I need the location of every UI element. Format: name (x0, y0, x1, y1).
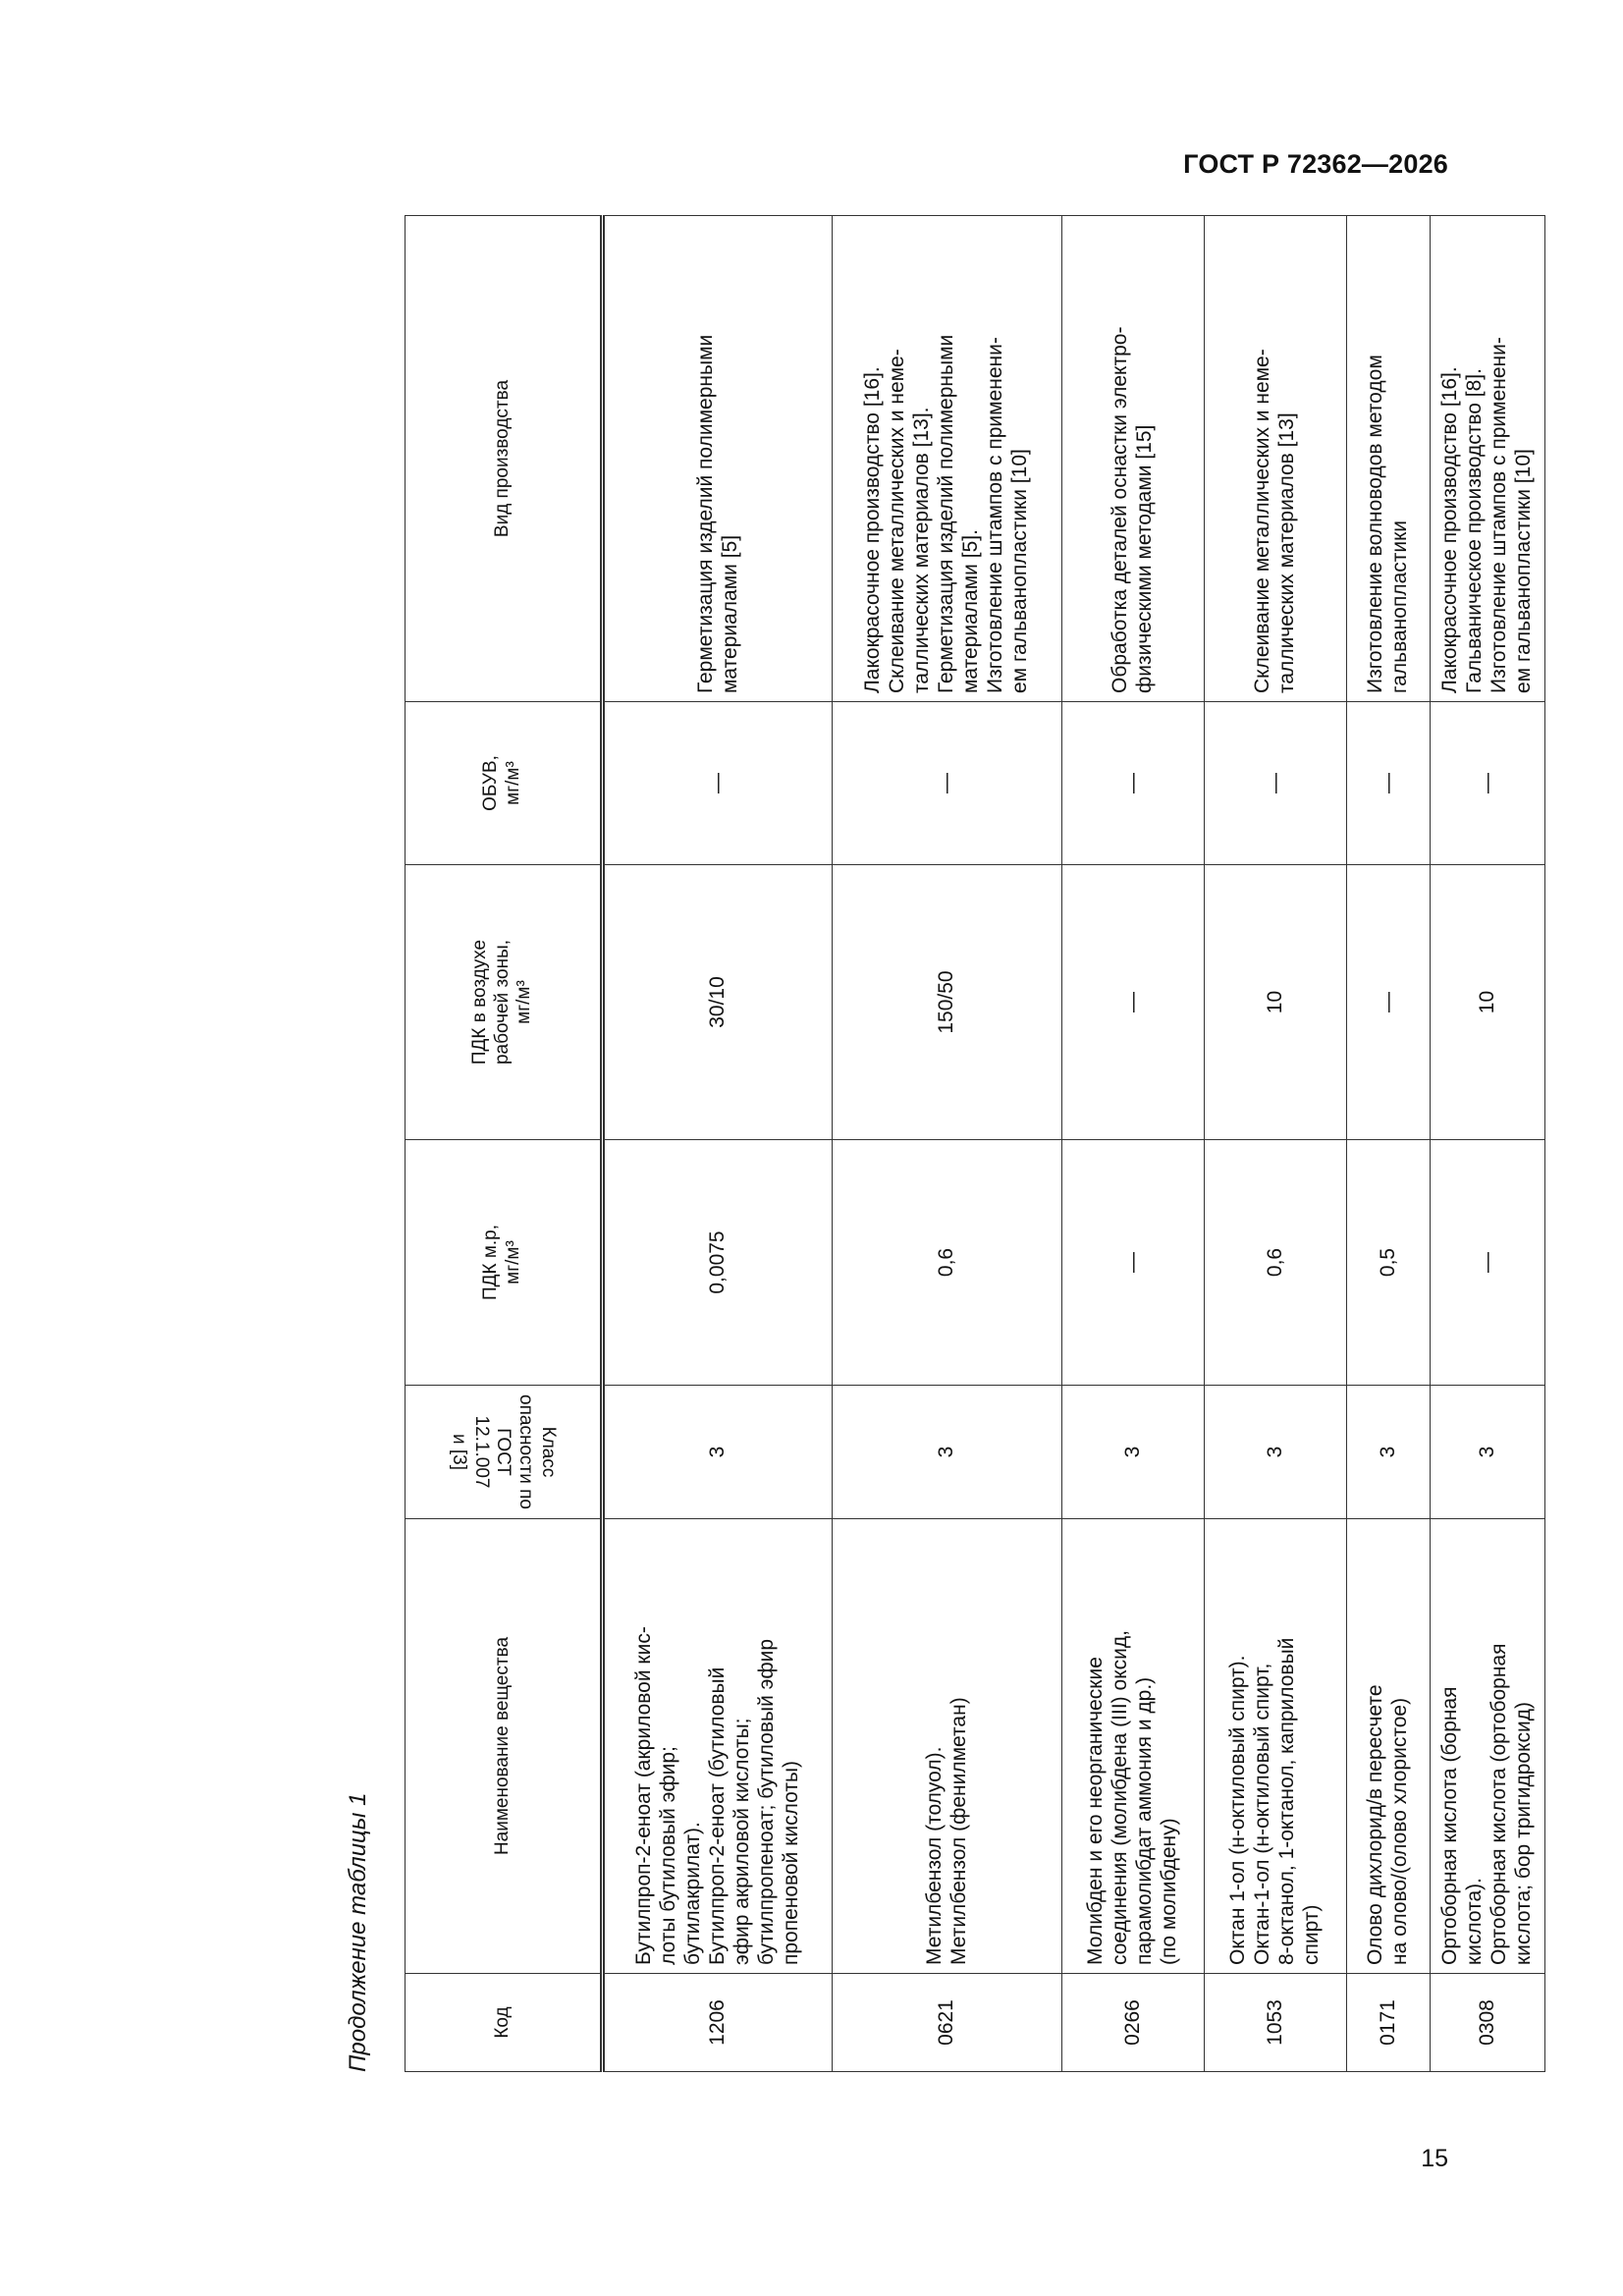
cell-pdk-mr: 0,0075 (603, 1140, 833, 1386)
cell-production: Склеивание металлических и неме- таллических материалов [13] (1205, 216, 1347, 702)
cell-code: 1053 (1205, 1974, 1347, 2072)
cell-hazard: 3 (603, 1386, 833, 1519)
cell-pdk-mr: 0,6 (1205, 1140, 1347, 1386)
cell-hazard: 3 (1431, 1386, 1545, 1519)
cell-name: Бутилпроп-2-еноат (акриловой кис- лоты бутиловый эфир; бутилакрилат). Бутилпроп-2-еноат (бутиловый эфир акриловой кислоты; бутилпропеноат; бутиловый эфир пропеновой кислоты) (603, 1519, 833, 1974)
cell-pdk-wz: 150/50 (833, 865, 1062, 1140)
cell-code: 0171 (1347, 1974, 1431, 2072)
header-pdk-mr: ПДК м.р, мг/м³ (406, 1140, 603, 1386)
cell-hazard: 3 (1062, 1386, 1205, 1519)
table-row (603, 216, 833, 2072)
cell-pdk-mr: 0,6 (833, 1140, 1062, 1386)
cell-name: Молибден и его неорганические соединения (молибдена (III) оксид, парамолибдат аммония и др.) (по молибдену) (1062, 1519, 1205, 1974)
cell-pdk-mr: — (1062, 1140, 1205, 1386)
cell-production: Лакокрасочное производство [16]. Гальваническое производство [8]. Изготовление штампов с применени- ем гальванопластики [10] (1431, 216, 1545, 702)
cell-pdk-wz: 10 (1431, 865, 1545, 1140)
cell-code: 1206 (603, 1974, 833, 2072)
cell-obuv: — (603, 702, 833, 865)
cell-code: 0621 (833, 1974, 1062, 2072)
cell-name: Ортоборная кислота (борная кислота). Ортоборная кислота (ортоборная кислота; бор тригидроксид) (1431, 1519, 1545, 1974)
cell-production: Изготовление волноводов методом гальванопластики (1347, 216, 1431, 702)
table-row (833, 216, 1062, 2072)
cell-production: Герметизация изделий полимерными материалами [5] (603, 216, 833, 702)
header-hazard-class (406, 1386, 603, 1519)
table-row (1205, 216, 1347, 2072)
header-production: Вид производства (406, 216, 603, 702)
table-continuation-label: Продолжение таблицы 1 (345, 1792, 371, 2072)
header-obuv: ОБУВ, мг/м³ (406, 702, 603, 865)
cell-obuv: — (1062, 702, 1205, 865)
rotated-table-area (331, 216, 1535, 2072)
cell-hazard: 3 (1205, 1386, 1347, 1519)
cell-obuv: — (1205, 702, 1347, 865)
cell-hazard: 3 (1347, 1386, 1431, 1519)
cell-name: Олово дихлорид/в пересчете на олово/(олово хлористое) (1347, 1519, 1431, 1974)
cell-pdk-wz: — (1062, 865, 1205, 1140)
cell-pdk-wz: — (1347, 865, 1431, 1140)
cell-code: 0266 (1062, 1974, 1205, 2072)
cell-code: 0308 (1431, 1974, 1545, 2072)
cell-obuv: — (1347, 702, 1431, 865)
cell-hazard: 3 (833, 1386, 1062, 1519)
cell-production: Обработка деталей оснастки электро- физическими методами [15] (1062, 216, 1205, 702)
cell-pdk-mr: — (1431, 1140, 1545, 1386)
header-pdk-work-zone: ПДК в воздухе рабочей зоны, мг/м³ (406, 865, 603, 1140)
cell-obuv: — (833, 702, 1062, 865)
cell-pdk-wz: 10 (1205, 865, 1347, 1140)
cell-pdk-mr: 0,5 (1347, 1140, 1431, 1386)
page-number: 15 (1421, 2145, 1448, 2172)
hazard-header-text: Класс опасности по ГОСТ 12.1.007 и [3] (448, 1394, 559, 1509)
table-header-row (406, 216, 603, 2072)
header-name: Наименование вещества (406, 1519, 603, 1974)
table-row (1431, 216, 1545, 2072)
header-code: Код (406, 1974, 603, 2072)
cell-production: Лакокрасочное производство [16]. Склеивание металлических и неме- таллических материалов [13]. Герметизация изделий полимерными материалами [5]. Изготовление штампов с применени- ем гальванопластики [10] (833, 216, 1062, 702)
table-row (1062, 216, 1205, 2072)
cell-name: Октан 1-ол (н-октиловый спирт). Октан-1-ол (н-октиловый спирт, 8-октанол, 1-октанол, каприловый спирт) (1205, 1519, 1347, 1974)
cell-name: Метилбензол (толуол). Метилбензол (фенилметан) (833, 1519, 1062, 1974)
table-row (1347, 216, 1431, 2072)
substances-table (405, 215, 1545, 2072)
cell-obuv: — (1431, 702, 1545, 865)
cell-pdk-wz: 30/10 (603, 865, 833, 1140)
document-code: ГОСТ Р 72362—2026 (1183, 149, 1448, 179)
